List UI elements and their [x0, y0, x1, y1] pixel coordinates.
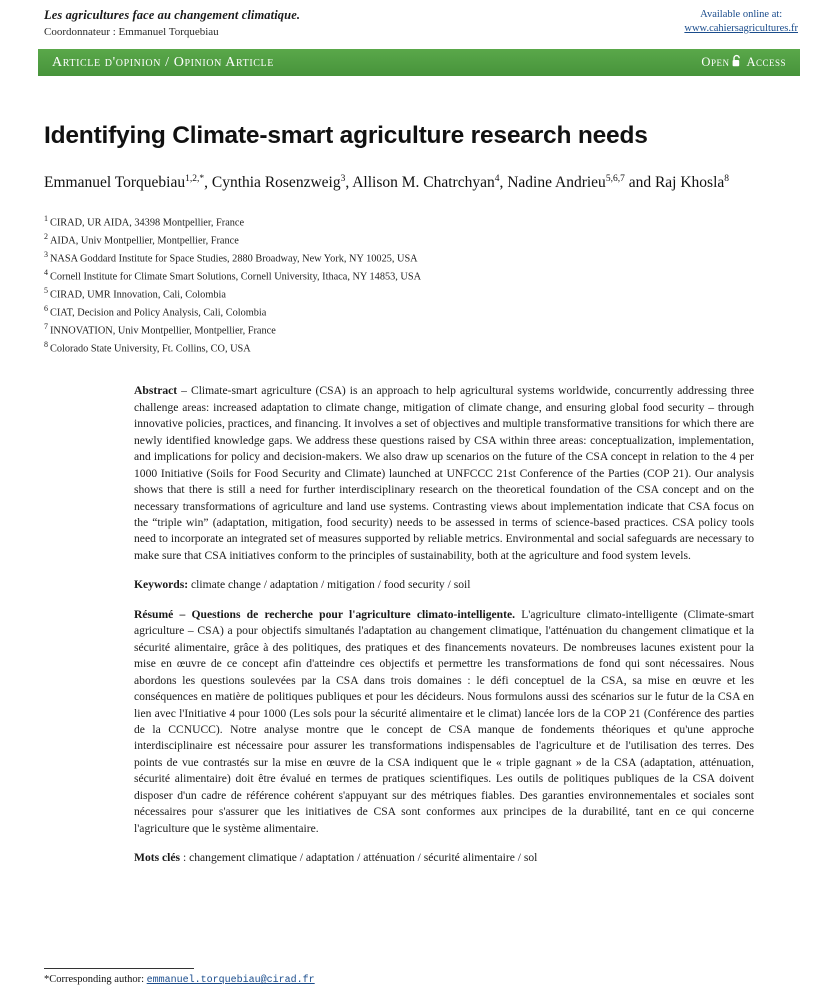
keywords-text: climate change / adaptation / mitigation / food security / soil — [188, 578, 471, 592]
affiliation-item — [44, 339, 794, 357]
abstract-dash: – — [177, 384, 191, 398]
affiliation-marker: 4 — [44, 268, 48, 278]
open-lock-icon — [732, 54, 743, 71]
affiliation-marker: 2 — [44, 231, 48, 241]
author-name: , Nadine Andrieu — [499, 174, 606, 192]
author-affil-marker: 4 — [494, 174, 500, 185]
keywords-label: Keywords: — [134, 578, 189, 592]
affiliation-marker: 3 — [44, 249, 48, 259]
footnote-divider — [44, 968, 194, 969]
affiliation-item — [44, 213, 794, 231]
banner-section-label: Article d'opinion / Opinion Article — [52, 54, 274, 70]
affiliation-text: Colorado State University, Ft. Collins, CO, USA — [50, 343, 251, 355]
motscles-label: Mots clés — [134, 851, 181, 865]
open-access-pre-label: Open — [701, 55, 730, 70]
masthead — [0, 0, 838, 43]
affiliation-text: NASA Goddard Institute for Space Studies, 2880 Broadway, New York, NY 10025, USA — [50, 253, 418, 265]
author-line-2 — [629, 174, 729, 191]
affiliation-item — [44, 231, 794, 249]
author-name: and Raj Khosla — [628, 174, 725, 192]
affiliation-list — [44, 213, 794, 358]
affiliation-item — [44, 285, 794, 303]
resume-paragraph — [134, 607, 754, 837]
page-title: Identifying Climate-smart agriculture research needs — [44, 122, 648, 150]
affiliation-marker: 5 — [44, 286, 48, 296]
footnote-text — [44, 974, 364, 986]
masthead-right — [684, 8, 798, 35]
motscles-text: : changement climatique / adaptation / atténuation / sécurité alimentaire / sol — [180, 851, 538, 865]
affiliation-marker: 6 — [44, 304, 48, 314]
available-online-label: Available online at: — [700, 9, 783, 20]
motscles-paragraph — [134, 850, 754, 866]
author-line-1 — [44, 174, 629, 191]
affiliation-text: Cornell Institute for Climate Smart Solutions, Cornell University, Ithaca, NY 14853, USA — [50, 271, 422, 283]
journal-issue-title: Les agricultures face au changement climatique. — [44, 8, 301, 22]
section-banner — [38, 49, 800, 76]
author-list — [44, 172, 794, 194]
author-name: , Allison M. Chatrchyan — [345, 174, 495, 192]
affiliation-marker: 1 — [44, 213, 48, 223]
abstract-section — [134, 383, 754, 866]
open-access-badge — [701, 54, 786, 71]
resume-text: L'agriculture climato-intelligente (Climate-smart agriculture – CSA) a pour objectifs simultanés l'adaptation au changement climatique, l'atténuation du changement climatique et la sécurité alimentaire, grâce à des politiques, des pratiques et des financements novateurs. De nombreuses lacunes existent pour la mise en œuvre de ce concept afin d'atteindre ces objectifs et permettre les transformations de fond qui sont nécessaires. Nous abordons les questions soulevées par la CSA dans trois domaines : le défi conceptuel de la CSA, sa mise en œuvre et les conséquences en matière de politiques publiques et pour les décideurs. Nous formulons aussi des scénarios sur le futur de la CSA en lien avec l'Initiative 4 pour 1000 (Les sols pour la sécurité alimentaire et le climat) lancée lors de la COP 21 (Conférence des parties de la CCNUCC). Notre analyse montre que le concept de CSA manque de fondements théoriques et qu'une approche interdisciplinaire est nécessaire pour assurer les transformations indispensables de l'agriculture et de l'utilisation des terres. Des points de vue contrastés sur la mise en œuvre de la CSA indiquent que le « triple gagnant » de la CSA (adaptation, atténuation, sécurité alimentaire) doit être évalué en termes de pratiques scientifiques. Les outils de politiques publiques de la CSA doivent disposer d'un cadre de référence cohérent s'appuyant sur des métriques fiables. Des garanties environnementales et sociales sont nécessaires pour s'assurer que les initiatives de CSA sont conformes aux principes de la durabilité, tant en ce qui concerne l'agriculture que le système alimentaire. — [134, 607, 754, 835]
affiliation-item — [44, 303, 794, 321]
keywords-paragraph — [134, 577, 754, 593]
open-access-post-label: Access — [746, 55, 786, 70]
affiliation-text: CIRAD, UR AIDA, 34398 Montpellier, France — [50, 217, 245, 229]
abstract-text: Climate-smart agriculture (CSA) is an approach to help agricultural systems worldwide, concurrently addressing three challenge areas: increased adaptation to climate change, mitigation of climate change, and ensuring global food security – through innovative policies, practices, and financing. It involves a set of objectives and multiple transformative transitions for which there are newly identified knowledge gaps. We address these questions raised by CSA within three areas: conceptualization, implementation, and implications for policy and decision-makers. We also draw up scenarios on the future of the CSA concept in relation to the 4 per 1000 Initiative (Soils for Food Security and Climate) launched at UNFCCC 21st Conference of the Parties (COP 21). Our analysis shows that there is still a need for further interdisciplinary research on the theoretical foundation of the CSA concept and on the necessary transformations of agriculture and land use systems. Contrasting views about implementation indicate that CSA focus on the “triple win” (adaptation, mitigation, food security) needs to be assessed in terms of science-based practices. CSA policy tools need to incorporate an integrated set of measures supported by reliable metrics. Environmental and social safeguards are necessary to make sure that CSA initiatives conform to the principles of sustainability, both at the agriculture and food system levels. — [134, 384, 754, 562]
affiliation-marker: 7 — [44, 322, 48, 332]
affiliation-text: AIDA, Univ Montpellier, Montpellier, France — [50, 235, 239, 247]
affiliation-item — [44, 321, 794, 339]
corresponding-author-email-link[interactable]: emmanuel.torquebiau@cirad.fr — [146, 975, 315, 986]
affiliation-item — [44, 249, 794, 267]
abstract-paragraph — [134, 383, 754, 564]
affiliation-text: CIAT, Decision and Policy Analysis, Cali, Colombia — [50, 307, 267, 319]
journal-url-link[interactable]: www.cahiersagricultures.fr — [684, 22, 798, 34]
corresponding-author-footnote — [44, 968, 364, 986]
resume-label: Résumé – Questions de recherche pour l'agriculture climato-intelligente. — [134, 607, 516, 621]
affiliation-text: INNOVATION, Univ Montpellier, Montpellier, France — [50, 325, 276, 337]
author-affil-marker: 1,2,* — [185, 174, 205, 185]
author-affil-marker: 3 — [340, 174, 346, 185]
affiliation-text: CIRAD, UMR Innovation, Cali, Colombia — [50, 289, 226, 301]
masthead-left — [44, 8, 300, 39]
author-affil-marker: 5,6,7 — [605, 174, 625, 185]
affiliation-item — [44, 267, 794, 285]
affiliation-marker: 8 — [44, 340, 48, 350]
author-name: Emmanuel Torquebiau — [44, 174, 186, 192]
author-affil-marker: 8 — [724, 174, 730, 185]
issue-coordinator: Coordonnateur : Emmanuel Torquebiau — [44, 25, 219, 38]
abstract-label: Abstract — [134, 384, 178, 398]
corresponding-author-label: *Corresponding author: — [44, 974, 147, 985]
author-name: , Cynthia Rosenzweig — [204, 174, 341, 192]
